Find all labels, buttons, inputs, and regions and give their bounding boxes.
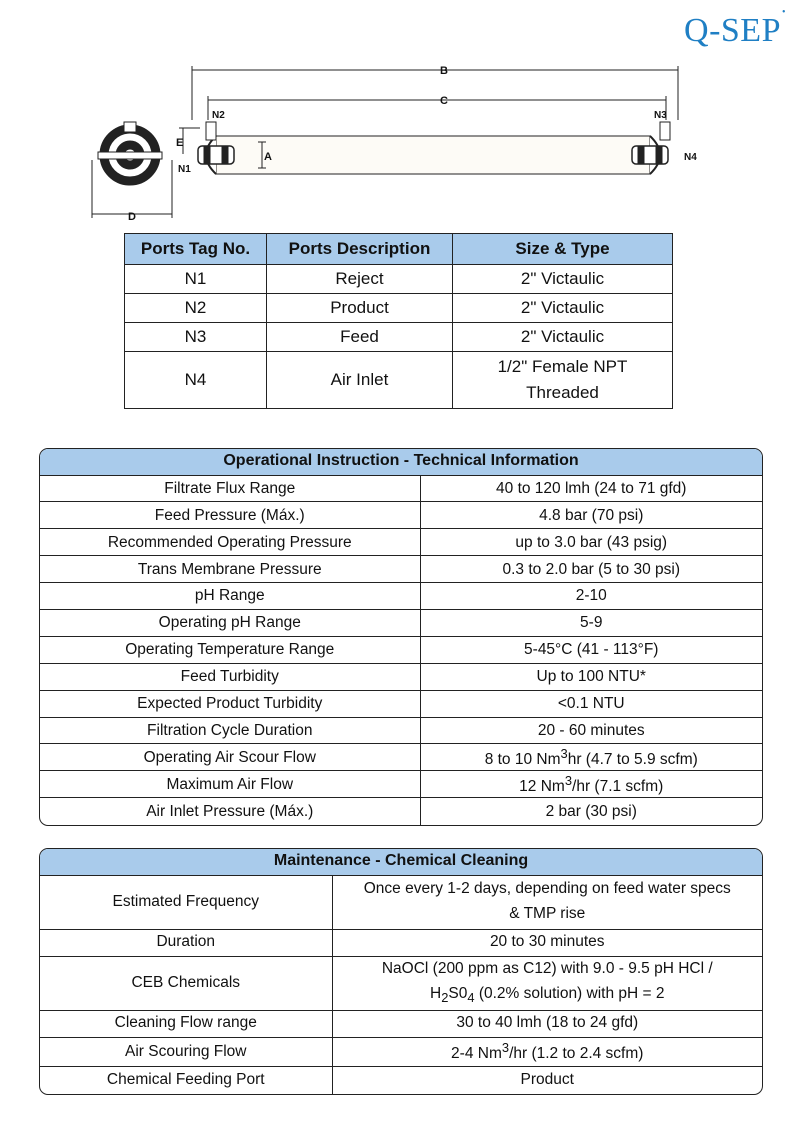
maint-label: Estimated Frequency bbox=[40, 875, 332, 929]
tech-label: Filtrate Flux Range bbox=[40, 475, 420, 502]
tech-value bbox=[420, 771, 762, 798]
maint-value-line1: Once every 1-2 days, depending on feed water specs bbox=[363, 880, 731, 898]
tech-value: 20 - 60 minutes bbox=[420, 717, 762, 744]
maint-value bbox=[332, 1037, 762, 1067]
value-subscript: 2 bbox=[441, 990, 449, 1006]
table-row bbox=[40, 1067, 762, 1094]
value-part: /hr (7.1 scfm) bbox=[572, 777, 664, 795]
table-row bbox=[40, 475, 762, 502]
tech-label: Maximum Air Flow bbox=[40, 771, 420, 798]
table-row bbox=[125, 265, 673, 294]
tech-label: Trans Membrane Pressure bbox=[40, 556, 420, 583]
maint-label: Cleaning Flow range bbox=[40, 1010, 332, 1037]
label-a: A bbox=[264, 151, 272, 163]
maint-value bbox=[332, 875, 762, 929]
port-tag: N1 bbox=[125, 265, 267, 294]
maintenance-table bbox=[40, 849, 762, 1094]
tech-value: <0.1 NTU bbox=[420, 690, 762, 717]
label-n2: N2 bbox=[212, 110, 225, 121]
label-b: B bbox=[440, 65, 448, 77]
tech-value: 2-10 bbox=[420, 583, 762, 610]
port-size-line2: Threaded bbox=[526, 383, 599, 402]
port-tag: N3 bbox=[125, 323, 267, 352]
table-row bbox=[40, 663, 762, 690]
tech-value: 5-45°C (41 - 113°F) bbox=[420, 636, 762, 663]
maintenance-box bbox=[39, 848, 763, 1095]
port-tag: N2 bbox=[125, 294, 267, 323]
tech-label: Expected Product Turbidity bbox=[40, 690, 420, 717]
maint-label: Duration bbox=[40, 929, 332, 956]
tech-label: Air Inlet Pressure (Máx.) bbox=[40, 798, 420, 825]
port-desc: Feed bbox=[267, 323, 453, 352]
table-row bbox=[40, 609, 762, 636]
port-desc: Product bbox=[267, 294, 453, 323]
ports-header-desc: Ports Description bbox=[267, 234, 453, 265]
tech-label: Filtration Cycle Duration bbox=[40, 717, 420, 744]
table-row bbox=[125, 294, 673, 323]
value-subscript: 4 bbox=[467, 990, 475, 1006]
ports-header-row bbox=[125, 234, 673, 265]
port-size bbox=[453, 352, 673, 409]
ports-header-size: Size & Type bbox=[453, 234, 673, 265]
value-part: 2-4 Nm bbox=[451, 1044, 502, 1062]
value-superscript: 3 bbox=[564, 772, 573, 788]
port-size: 2" Victaulic bbox=[453, 323, 673, 352]
port-tag: N4 bbox=[125, 352, 267, 409]
label-d: D bbox=[128, 211, 136, 223]
table-row bbox=[40, 717, 762, 744]
maint-value-line2: & TMP rise bbox=[509, 905, 586, 922]
tech-value: 5-9 bbox=[420, 609, 762, 636]
maint-value: 20 to 30 minutes bbox=[332, 929, 762, 956]
maint-label: Air Scouring Flow bbox=[40, 1037, 332, 1067]
tech-value: 40 to 120 lmh (24 to 71 gfd) bbox=[420, 475, 762, 502]
brand-mark: • bbox=[781, 6, 786, 18]
tech-label: Recommended Operating Pressure bbox=[40, 529, 420, 556]
table-row bbox=[40, 636, 762, 663]
label-n3: N3 bbox=[654, 110, 667, 121]
tech-label: Feed Pressure (Máx.) bbox=[40, 502, 420, 529]
tech-value bbox=[420, 744, 762, 771]
table-row bbox=[40, 556, 762, 583]
value-superscript: 3 bbox=[501, 1039, 510, 1055]
table-row bbox=[125, 323, 673, 352]
maint-value: 30 to 40 lmh (18 to 24 gfd) bbox=[332, 1010, 762, 1037]
value-part: S0 bbox=[448, 985, 468, 1003]
table-row bbox=[40, 1010, 762, 1037]
maint-label: CEB Chemicals bbox=[40, 956, 332, 1010]
brand-logo bbox=[684, 6, 786, 49]
tech-value: 2 bar (30 psi) bbox=[420, 798, 762, 825]
technical-info-table bbox=[40, 449, 762, 825]
value-part: H bbox=[429, 985, 442, 1003]
label-n1: N1 bbox=[178, 164, 191, 175]
maintenance-title: Maintenance - Chemical Cleaning bbox=[40, 849, 762, 875]
table-row bbox=[40, 956, 762, 1010]
label-e: E bbox=[176, 137, 184, 149]
maint-value: Product bbox=[332, 1067, 762, 1094]
table-row bbox=[40, 690, 762, 717]
table-row bbox=[40, 929, 762, 956]
maint-label: Chemical Feeding Port bbox=[40, 1067, 332, 1094]
table-row bbox=[40, 798, 762, 825]
port-desc: Air Inlet bbox=[267, 352, 453, 409]
tech-value: 0.3 to 2.0 bar (5 to 30 psi) bbox=[420, 556, 762, 583]
module-drawing bbox=[88, 58, 700, 230]
table-row bbox=[40, 529, 762, 556]
tech-label: pH Range bbox=[40, 583, 420, 610]
label-n4: N4 bbox=[684, 152, 697, 163]
table-row bbox=[40, 502, 762, 529]
tech-label: Operating Air Scour Flow bbox=[40, 744, 420, 771]
ports-header-tag: Ports Tag No. bbox=[125, 234, 267, 265]
port-size: 2" Victaulic bbox=[453, 294, 673, 323]
ports-table bbox=[124, 233, 673, 409]
table-row bbox=[40, 875, 762, 929]
label-c: C bbox=[440, 95, 448, 107]
port-size: 2" Victaulic bbox=[453, 265, 673, 294]
technical-info-box bbox=[39, 448, 763, 826]
technical-title: Operational Instruction - Technical Information bbox=[40, 449, 762, 475]
end-view bbox=[98, 122, 162, 185]
tech-value: Up to 100 NTU* bbox=[420, 663, 762, 690]
table-row bbox=[40, 583, 762, 610]
value-superscript: 3 bbox=[560, 745, 568, 761]
value-part: /hr (1.2 to 2.4 scfm) bbox=[509, 1044, 644, 1062]
tech-label: Operating Temperature Range bbox=[40, 636, 420, 663]
value-part: (0.2% solution) with pH = 2 bbox=[474, 985, 665, 1003]
port-size-line1: 1/2" Female NPT bbox=[497, 356, 628, 376]
maint-value bbox=[332, 956, 762, 1010]
tech-value: up to 3.0 bar (43 psig) bbox=[420, 529, 762, 556]
maint-value-line1: NaOCl (200 ppm as C12) with 9.0 - 9.5 pH HCl / bbox=[381, 960, 713, 978]
tech-value: 4.8 bar (70 psi) bbox=[420, 502, 762, 529]
port-desc: Reject bbox=[267, 265, 453, 294]
table-row bbox=[40, 744, 762, 771]
table-row bbox=[40, 771, 762, 798]
table-row bbox=[125, 352, 673, 409]
brand-name: Q-SEP bbox=[684, 12, 781, 49]
table-row bbox=[40, 1037, 762, 1067]
vessel bbox=[198, 122, 670, 174]
tech-label: Feed Turbidity bbox=[40, 663, 420, 690]
maint-value-line2 bbox=[333, 982, 763, 1009]
value-part: 8 to 10 Nm bbox=[484, 750, 561, 768]
tech-label: Operating pH Range bbox=[40, 609, 420, 636]
value-part: hr (4.7 to 5.9 scfm) bbox=[567, 750, 698, 768]
value-part: 12 Nm bbox=[519, 777, 565, 795]
